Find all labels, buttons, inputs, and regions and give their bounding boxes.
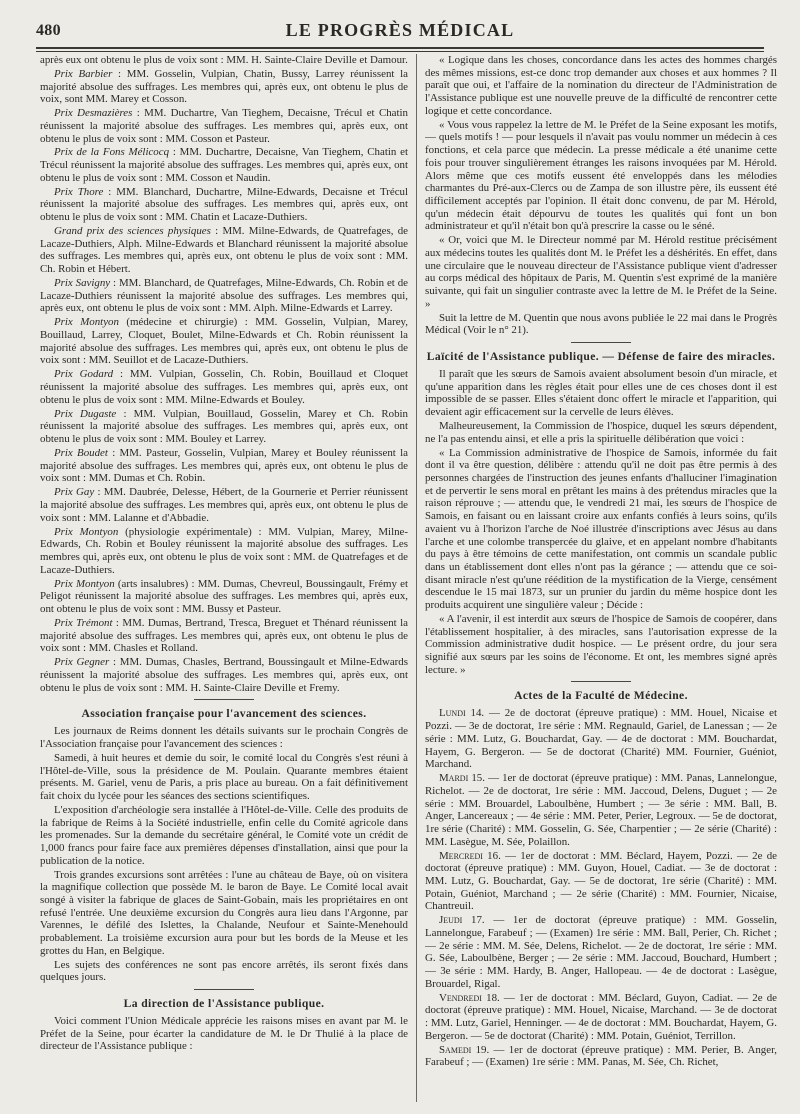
prize-text: (physiologie expérimentale) : MM. Vulpian, Marey, Milne-Edwards, Ch. Robin et Bouley réunissent la majorité absolue des suffrages. Les membres qui, après eux, ont obtenu le plus de voix sont : MM. de Quatrefages et de Lacaze-Duthiers. bbox=[40, 525, 408, 576]
faculte-heading: Actes de la Faculté de Médecine. bbox=[514, 689, 688, 703]
laicite-heading: Laïcité de l'Assistance publique. — Défense de faire des miracles. bbox=[426, 350, 776, 364]
exam-day: Mercredi 16. bbox=[439, 849, 501, 862]
laicite-article bbox=[425, 368, 777, 676]
prize-paragraph bbox=[40, 368, 408, 406]
prize-text: : MM. Vulpian, Bouillaud, Gosselin, Marey et Ch. Robin réunissent la majorité absolue des suffrages. Les membres qui, après eux, ont obtenu le plus de voix sont : MM. Bouley et Larrey. bbox=[40, 407, 408, 446]
prize-text: : MM. Vulpian, Gosselin, Ch. Robin, Bouillaud et Cloquet réunissent la majorité absolue des suffrages. Les membres qui, après eux, ont obtenu le plus de voix sont : MM. Milne-Edwards et Bouley. bbox=[40, 368, 408, 406]
prize-name: Prix Godard bbox=[54, 368, 114, 381]
exam-day-entry bbox=[425, 992, 777, 1043]
prize-text: : MM. Dumas, Bertrand, Tresca, Breguet et Thénard réunissent la majorité absolue des suffrages. Les membres qui, après eux, ont obtenu le plus de voix sont : MM. Chasles et Rolland. bbox=[40, 616, 408, 655]
quote-paragraph: « Logique dans les choses, concordance dans les actes des hommes chargés des mêmes missions, est-ce donc trop demander aux choses et aux hommes ? Il paraît que oui, et l'affaire de la nomination du directeur de l'Administration de l'Assistance publique est une nouvelle preuve de la difficulté de rencontrer cette logique et cette concordance. bbox=[425, 54, 777, 117]
prize-name: Grand prix des sciences physiques bbox=[54, 225, 211, 238]
page-number: 480 bbox=[36, 22, 61, 39]
union-medicale-quote bbox=[425, 54, 777, 337]
laicite-paragraph: Il paraît que les sœurs de Samois avaient absolument besoin d'un miracle, et qu'une apparition dans les règles était pour elles une de ces choses dont il est impossible de se passer. Elles s'étaient donc offert le miracle et l'apparition, qui devaient agir efficacement sur la cervelle de leurs élèves. bbox=[425, 368, 777, 419]
exam-day-entry bbox=[425, 772, 777, 848]
exam-day-text: — 1er de doctorat : MM. Béclard, Guyon, Cadiat. — 2e de doctorat (épreuve pratique) : MM. Houel, Nicaise, Marchand. — 3e de doctorat : MM. Lutz, Gariel, Henninger. — 4e de doctorat : MM. Bouchardat, Hayem, G. Bergeron. — 5e de doctorat (Charité) : MM. Potain, Guéniot, Terrillon. bbox=[425, 991, 777, 1042]
running-head bbox=[36, 20, 764, 46]
exam-day: Vendredi 18. bbox=[439, 991, 500, 1004]
prize-name: Prix Savigny bbox=[54, 277, 111, 290]
section-separator bbox=[194, 699, 254, 700]
association-paragraph: Les journaux de Reims donnent les détails suivants sur le prochain Congrès de l'Association française pour l'avancement des sciences : bbox=[40, 725, 408, 750]
prize-paragraph bbox=[40, 526, 408, 577]
prize-name: Prix Gay bbox=[54, 486, 95, 499]
prize-name: Prix Dugaste bbox=[54, 407, 117, 420]
exam-day-text: — 1er de doctorat (épreuve pratique) : MM. Gosselin, Lannelongue, Farabeuf ; — (Examen) 1re série : MM. Ball, Perier, Ch. Richet ; — 2e série : MM. M. Sée, Delens, Richelot. — 2e de doctorat, 1re série : MM. G. Sée, Laboulbène, Berger ; — 2e série : MM. Jaccoud, Bouchard, Humbert ; — 3e série : MM. Hardy, B. Anger, Hallopeau. — 4e de doctorat : Lasègue, Brouardel, Rigal. bbox=[425, 914, 777, 990]
prize-name: Prix Montyon bbox=[54, 577, 115, 590]
prize-list bbox=[40, 54, 408, 694]
quote-paragraph: « Or, voici que M. le Directeur nommé par M. Hérold restitue précisément aux médecins toutes les qualités dont M. le Préfet les a déshérités. En effet, dans une circulaire que le nouveau directeur de l'Assistance publique vient d'adresser au corps médical des hôpitaux de Paris, M. Quentin s'est exprimé de la manière suivante, qui fait un singulier contraste avec la lettre de M. le Préfet de la Seine. » bbox=[425, 234, 777, 310]
association-article bbox=[40, 725, 408, 984]
exam-day-entry bbox=[425, 914, 777, 990]
prize-text: : MM. Blanchard, Duchartre, Milne-Edwards, Decaisne et Trécul réunissent la majorité absolue des suffrages. Les membres qui, après eux, ont obtenu le plus de voix sont : MM. Chatin et Lacaze-Duthiers. bbox=[40, 185, 408, 224]
exam-day-text: — 1er de doctorat (épreuve pratique) : MM. Perier, B. Anger, Farabeuf ; — (Examen) 1re série : MM. Panas, M. Sée, Ch. Richet, bbox=[425, 1043, 777, 1069]
prize-paragraph bbox=[40, 68, 408, 106]
exam-day-entry bbox=[425, 850, 777, 914]
right-column bbox=[425, 54, 777, 1106]
association-paragraph: Les sujets des conférences ne sont pas encore arrêtés, ils seront fixés dans quelques jours. bbox=[40, 958, 408, 984]
column-divider bbox=[416, 54, 417, 1102]
prize-text: : MM. Duchartre, Decaisne, Van Tieghem, Chatin et Trécul réunissent la majorité absolue des suffrages. Les membres qui, après eux, ont obtenu le plus de voix sont : MM. Cosson et Naudin. bbox=[40, 146, 408, 184]
prize-text: : MM. Daubrée, Delesse, Hébert, de la Gournerie et Perrier réunissent la majorité absolue des suffrages. Les membres qui, après eux, ont obtenu le plus de voix sont : MM. Lalanne et d'Abbadie. bbox=[40, 486, 408, 524]
section-separator bbox=[571, 342, 631, 343]
association-paragraph: L'exposition d'archéologie sera installée à l'Hôtel-de-Ville. Celle des produits de la fabrique de Reims à la Société industrielle, enfin celle du Comité agricole dans les promenades. Sur la demande du secrétaire général, le Comité vote un crédit de 1,000 francs pour faire face aux premières dépenses d'installation, ainsi que pour la publication de la notice. bbox=[40, 803, 408, 867]
exam-day: Mardi 15. bbox=[439, 772, 485, 785]
prize-name: Prix Desmazières bbox=[54, 107, 133, 120]
direction-paragraph: Voici comment l'Union Médicale apprécie les raisons mises en avant par M. le Préfet de la Seine, pour écarter la candidature de M. le Dr Thulié à la place de directeur de l'Assistance publique : bbox=[40, 1015, 408, 1053]
exam-day: Lundi 14. bbox=[439, 707, 485, 720]
prize-name: Prix Gegner bbox=[54, 656, 110, 669]
prize-name: Prix Montyon bbox=[54, 525, 119, 538]
section-separator bbox=[194, 989, 254, 990]
prize-text: : MM. Gosselin, Vulpian, Chatin, Bussy, Larrey réunissent la majorité absolue des suffrages. Les membres qui, après eux, ont obtenu le plus de voix, sont MM. Marey et Cosson. bbox=[40, 67, 408, 106]
left-column bbox=[40, 54, 408, 1106]
exam-day: Jeudi 17. bbox=[439, 914, 485, 927]
quote-paragraph: « Vous vous rappelez la lettre de M. le Préfet de la Seine exposant les motifs, — quels motifs ! — pour lesquels il n'avait pas voulu nommer un médecin à ces fonctions, et cela parce que médecin. La presse médicale a été unanime cette fois pour trouver singulièrement étranges les raisons invoquées par M. Hérold. Alors même que ces motifs eussent été enveloppés dans les mélodies charmantes du Pré-aux-Clercs ou de Zampa de son illustre père, ils eussent été difficilement acceptés par l'opinion. Il était donc convenu, de par M. Hérold, qu'un médecin était dépourvu de toutes les qualités qui font un bon administrateur et qu'il n'était bon qu'à prescrire la casse ou le séné. bbox=[425, 118, 777, 233]
exam-day-entry bbox=[425, 1044, 777, 1069]
association-paragraph: Trois grandes excursions sont arrêtées : l'une au château de Baye, où on visitera la magnifique collection que possède M. le baron de Baye. Le Comité local avait songé à visiter la fabrique de glaces de Saint-Gobain, mais les propriétaires en ont refusé l'entrée. Une deuxième excursion du Congrès aura lieu dans l'Argonne, par Varennes, le défilé des Islettes, la Chalande, Neufour et Sainte-Menehould probablement. La troisième excursion aura pour but les bords de la Meuse et les grottes du Han, en Belgique. bbox=[40, 868, 408, 957]
direction-heading: La direction de l'Assistance publique. bbox=[123, 997, 325, 1011]
prize-paragraph bbox=[40, 277, 408, 315]
exam-day-entry bbox=[425, 707, 777, 771]
prize-text: : MM. Dumas, Chasles, Bertrand, Boussingault et Milne-Edwards réunissent la majorité absolue des suffrages. Les membres qui, après eux, ont obtenu le plus de voix sont : MM. H. Sainte-Claire Deville et Fremy. bbox=[40, 656, 408, 694]
prize-text: : MM. Blanchard, de Quatrefages, Milne-Edwards, Ch. Robin et de Lacaze-Duthiers réunissent la majorité absolue des suffrages. Les membres qui, après eux, ont obtenu le plus de voix sont : MM. Alph. Milne-Edwards et Larrey. bbox=[40, 277, 408, 315]
laicite-paragraph: « A l'avenir, il est interdit aux sœurs de l'hospice de Samois de coopérer, dans l'établissement hospitalier, à des miracles, sans l'autorisation expresse de la Commission administrative dudit hospice. — Le présent ordre, du jour sera signifié aux sœurs par les soins de l'économe. Et ont, les membres signé après lecture. » bbox=[425, 612, 777, 676]
prize-name: Prix Boudet bbox=[54, 446, 108, 459]
journal-title: LE PROGRÈS MÉDICAL bbox=[285, 20, 515, 40]
prize-text: : MM. Pasteur, Gosselin, Vulpian, Marey et Bouley réunissent la majorité absolue des suffrages. Les membres qui, après eux, ont obtenu le plus de voix sont : MM. Dumas et Ch. Robin. bbox=[40, 446, 408, 485]
prize-paragraph bbox=[40, 578, 408, 616]
prize-name: Prix de la Fons Mélicocq bbox=[54, 146, 170, 159]
prize-paragraph bbox=[40, 107, 408, 145]
faculte-exam-list bbox=[425, 707, 777, 1069]
prize-text: (médecine et chirurgie) : MM. Gosselin, Vulpian, Marey, Bouillaud, Larrey, Cloquet, Boulet, Milne-Edwards et Ch. Robin réunissent la majorité absolue des suffrages. Les membres qui, après eux, ont obtenu le plus de voix sont : MM. Seuillot et de Lacaze-Duthiers. bbox=[40, 316, 408, 367]
prize-name: Prix Trémont bbox=[54, 616, 113, 629]
prize-text: (arts insalubres) : MM. Dumas, Chevreul, Boussingault, Frémy et Peligot réunissent la majorité absolue des suffrages. Les membres qui, après eux, ont obtenu le plus de voix sont : MM. Bussy et Pasteur. bbox=[40, 577, 408, 615]
association-heading: Association française pour l'avancement des sciences. bbox=[81, 707, 367, 721]
prize-text: après eux ont obtenu le plus de voix sont : MM. H. Sainte-Claire Deville et Damour. bbox=[40, 54, 408, 66]
prize-text: : MM. Milne-Edwards, de Quatrefages, de Lacaze-Duthiers, Alph. Milne-Edwards et Blanchard réunissent la majorité absolue des suffrages. Les membres qui, après eux, ont obtenu le plus de voix sont : MM. Ch. Robin et Hébert. bbox=[40, 225, 408, 276]
laicite-paragraph: Malheureusement, la Commission de l'hospice, duquel les sœurs dépendent, ne l'a pas entendu ainsi, et elle a pris la spirituelle délibération que voici : bbox=[425, 420, 777, 445]
prize-name: Prix Barbier bbox=[54, 67, 113, 80]
prize-name: Prix Montyon bbox=[54, 316, 119, 329]
prize-text: : MM. Duchartre, Van Tieghem, Decaisne, Trécul et Chatin réunissent la majorité absolue des suffrages. Les membres qui, après eux, ont obtenu le plus de voix sont : MM. Cosson et Pasteur. bbox=[40, 107, 408, 145]
prize-paragraph bbox=[40, 617, 408, 655]
laicite-paragraph: « La Commission administrative de l'hospice de Samois, informée du fait dont il va être question, délibère : attendu qu'il ne doit pas être permis à des personnes chargées de l'instruction des jeunes enfants d'halluciner l'imagination et de pervertir le sens moral en prêtant les mains à des prétendus miracles que la raison réprouve ; — attendu que, le vendredi 21 mai, les sœurs de l'hospice de Samois, en faisant ou en laissant croire aux enfants confiés à leurs soins, qu'ils avaient vu à l'horizon l'arche de Noé illustrée d'inscriptions avec Jésus au dans l'arche et une colombe transpercée du glaive, et en appelant nombre d'habitants du pays à être témoins de cette manifestation, ont commis un scandale public dans un établissement dont elles n'ont pas la gérance ; — attendu que ce soi-disant miracle n'est qu'une réédition de la mystification de la Vierge, censément descendue le 15 mai 1873, sur un prunier du jardin du même hospice dont les produits acquirent une singulière valeur ; Décide : bbox=[425, 446, 777, 612]
prize-paragraph bbox=[40, 656, 408, 694]
prize-paragraph bbox=[40, 486, 408, 524]
prize-paragraph bbox=[40, 408, 408, 446]
prize-paragraph bbox=[40, 186, 408, 224]
header-rule bbox=[36, 47, 764, 49]
header-rule-thin bbox=[36, 51, 764, 52]
prize-paragraph bbox=[40, 447, 408, 485]
prize-paragraph bbox=[40, 225, 408, 276]
quote-paragraph: Suit la lettre de M. Quentin que nous avons publiée le 22 mai dans le Progrès Médical (Voir le n° 21). bbox=[425, 311, 777, 337]
exam-day: Samedi 19. bbox=[439, 1043, 490, 1056]
prize-paragraph bbox=[40, 54, 408, 67]
prize-paragraph bbox=[40, 146, 408, 184]
exam-day-text: — 2e de doctorat (épreuve pratique) : MM. Houel, Nicaise et Pozzi. — 3e de doctorat, 1re série : MM. Regnauld, Gariel, de Lanessan ; — 2e série : MM. Lutz, G. Bouchardat, Gay. — 4e de doctorat : MM. Bouchardat, Hayem, G. Bergeron. — 5e de doctorat (Charité) MM. Fournier, Guéniot, Marchand. bbox=[425, 707, 777, 771]
association-paragraph: Samedi, à huit heures et demie du soir, le comité local du Congrès s'est réuni à l'Hôtel-de-Ville, sous la présidence de M. Poulain. Quarante membres étaient présents. M. Gariel, venu de Paris, a pris place au bureau. On a fait définitivement fait choix du lycée pour les séances des sections scientifiques. bbox=[40, 751, 408, 802]
exam-day-text: — 1er de doctorat : MM. Béclard, Hayem, Pozzi. — 2e de doctorat (épreuve pratique) : MM. Guyon, Houel, Cadiat. — 3e de doctorat : MM. Lutz, G. Bouchardat, Gay. — 5e de doctorat, 1re série (Charité) : MM. Potain, Guéniot, Marchand ; — 2e série (Charité) : MM. Fournier, Nicaise, Chantreuil. bbox=[425, 849, 777, 913]
exam-day-text: — 1er de doctorat (épreuve pratique) : MM. Panas, Lannelongue, Richelot. — 2e de doctorat, 1re série : MM. Jaccoud, Delens, Duguet ; — 2e série : MM. Brouardel, Laboulbène, Humbert ; — 3e série : MM. Ball, B. Anger, Lancereaux ; — 4e série : MM. Peter, Perier, Legroux. — 5e de doctorat, 1re série (Charité) : MM. Gosselin, G. Sée, Charpentier ; — 2e série (Charité) : MM. Lasègue, M. Sée, Polaillon. bbox=[425, 772, 777, 848]
prize-name: Prix Thore bbox=[54, 185, 104, 198]
section-separator bbox=[571, 681, 631, 682]
prize-paragraph bbox=[40, 316, 408, 367]
